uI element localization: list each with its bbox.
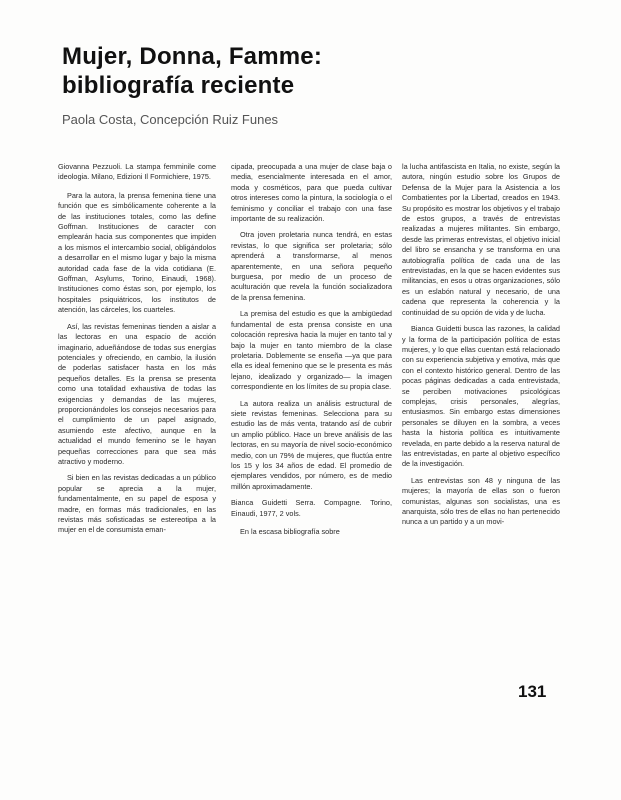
paragraph: Las entrevistas son 48 y ninguna de las mujeres; la mayoría de ellas son o fueron comunistas, algunas son socialistas, una es anarquista, sólo tres de ellas no han pertenecido nunca a un partido y a un movi-	[402, 475, 560, 527]
paragraph: Bianca Guidetti busca las razones, la calidad y la forma de la participación política de estas mujeres, y lo que ellas cuentan está relacionado con su experiencia subjetiva y emotiva, más que con el contexto histórico general. Dentro de las pocas páginas dedicadas a cada entrevistada, se perciben motivaciones psicológicas complejas, crisis personales, alegrías, entusiasmos. Sin embargo estas dimensiones personales se diluyen en la sombra, a veces hasta la historia política es intuitivamente revelada, en parte debido a la reserva natural de las entrevistadas, en parte al objetivo específico de la investigación.	[402, 324, 560, 469]
paragraph: Otra joven proletaria nunca tendrá, en estas revistas, lo que significa ser proletaria; sólo aprenderá a transformarse, al menos aparentemente, en una señora pequeño burguesa, por medio de un proceso de aculturación que revela la función socializadora de la prensa femenina.	[231, 230, 392, 302]
book-reference: Bianca Guidetti Serra. Compagne. Torino, Einaudi, 1977, 2 vols.	[231, 498, 392, 518]
page-number: 131	[518, 682, 547, 701]
paragraph: En la escasa bibliografía sobre	[240, 527, 340, 536]
text-column-2	[231, 162, 392, 543]
paragraph: Si bien en las revistas dedicadas a un público popular se aprecia a la mujer, fundamentalmente, en su papel de esposa y madre, en formas más tradicionales, en las revistas más sofisticadas se estereotipa a la mujer en el de consumista eman-	[58, 473, 216, 535]
paragraph: Así, las revistas femeninas tienden a aislar a las lectoras en una espacio de acción imaginario, adueñándose de todas sus energías potenciales y ofreciendo, en cambio, la ilusión de poderlas satisfacer hasta en los más pequeños detalles. Es la prensa se presenta como una totalidad exhaustiva de todas las exigencias y demandas de las mujeres, proporcionándoles los consejos necesarios para el cumplimiento de un papel asignado, asumiendo este afectivo, aunque en la actualidad el mundo femenino se le hayan pequeñas correcciones para que sea más atractivo y moderno.	[58, 321, 216, 466]
article-title	[62, 42, 322, 100]
paragraph: cipada, preocupada a una mujer de clase baja o media, esencialmente interesada en el amor, moda y cosméticos, para que pueda cultivar otros intereses como la pintura, la sociología o el feminismo y conciliar el trabajo con una fase importante de su realización.	[231, 162, 392, 224]
paragraph: La premisa del estudio es que la ambigüedad fundamental de esta prensa consiste en una colocación represiva hacia la mujer en tanto tal y bajo la mujer en tanto miembro de la clase proletaria. Doblemente se enseña —ya que para ella es ideal femenino que se le presenta es más lejano, idealizado y organizado— la imagen correspondiente en los límites de su propia clase.	[231, 309, 392, 392]
article-authors: Paola Costa, Concepción Ruiz Funes	[62, 112, 279, 127]
title-line-1: Mujer, Donna, Famme:	[62, 43, 323, 70]
paragraph: la lucha antifascista en Italia, no existe, según la autora, ningún estudio sobre los Grupos de Defensa de la Mujer para la Asistencia a los Combatientes por la Libertad, creados en 1943. Su propósito es mostrar los objetivos y el trabajo de estos grupos, a través de entrevistas realizadas a mujeres militantes. Sin embargo, desde las primeras entrevistas, el objetivo inicial del libro se ensancha y se transforma en una autobiografía política de cada una de las entrevistadas, en la que se hacen evidentes sus militancias, en esos u otras organizaciones, sólo es un eslabón natural y necesario, de una cadena que representa la coherencia y la continuidad de su opción de vida y de lucha.	[402, 162, 560, 317]
book-reference: Giovanna Pezzuoli. La stampa femminile come ideologia. Milano, Edizioni Il Formichiere, 1975.	[58, 162, 216, 182]
paragraph: Para la autora, la prensa femenina tiene una función que es simbólicamente coherente a la de las instituciones totales, como las define Goffman. Instituciones de caracter con emplearán hacia sus componentes que impiden a los mismos el intercambio social, obligándolos a desarrollar en el mismo lugar y bajo la misma autoridad cada fase de la vida cotidiana (E. Goffman, Asylums, Torino, Einaudi, 1968). Instituciones como éstas son, por ejemplo, los hospitales psiquiátricos, los institutos de atención, las cárceles, los cuarteles.	[58, 190, 216, 315]
paragraph: La autora realiza un análisis estructural de siete revistas femeninas. Selecciona para su estudio las de más venta, tratando así de cubrir un amplio público. Hace un breve análisis de las lectoras, en su mayoría de nivel socio-económico medio, con un 79% de mujeres, que fluctúa entre los 15 y los 34 años de edad. El promedio de ejemplares vendidos, por número, es de medio millón aproximadamente.	[231, 398, 392, 491]
title-line-2: bibliografía reciente	[62, 72, 295, 99]
text-column-3	[402, 162, 560, 534]
text-column-1	[58, 162, 216, 542]
